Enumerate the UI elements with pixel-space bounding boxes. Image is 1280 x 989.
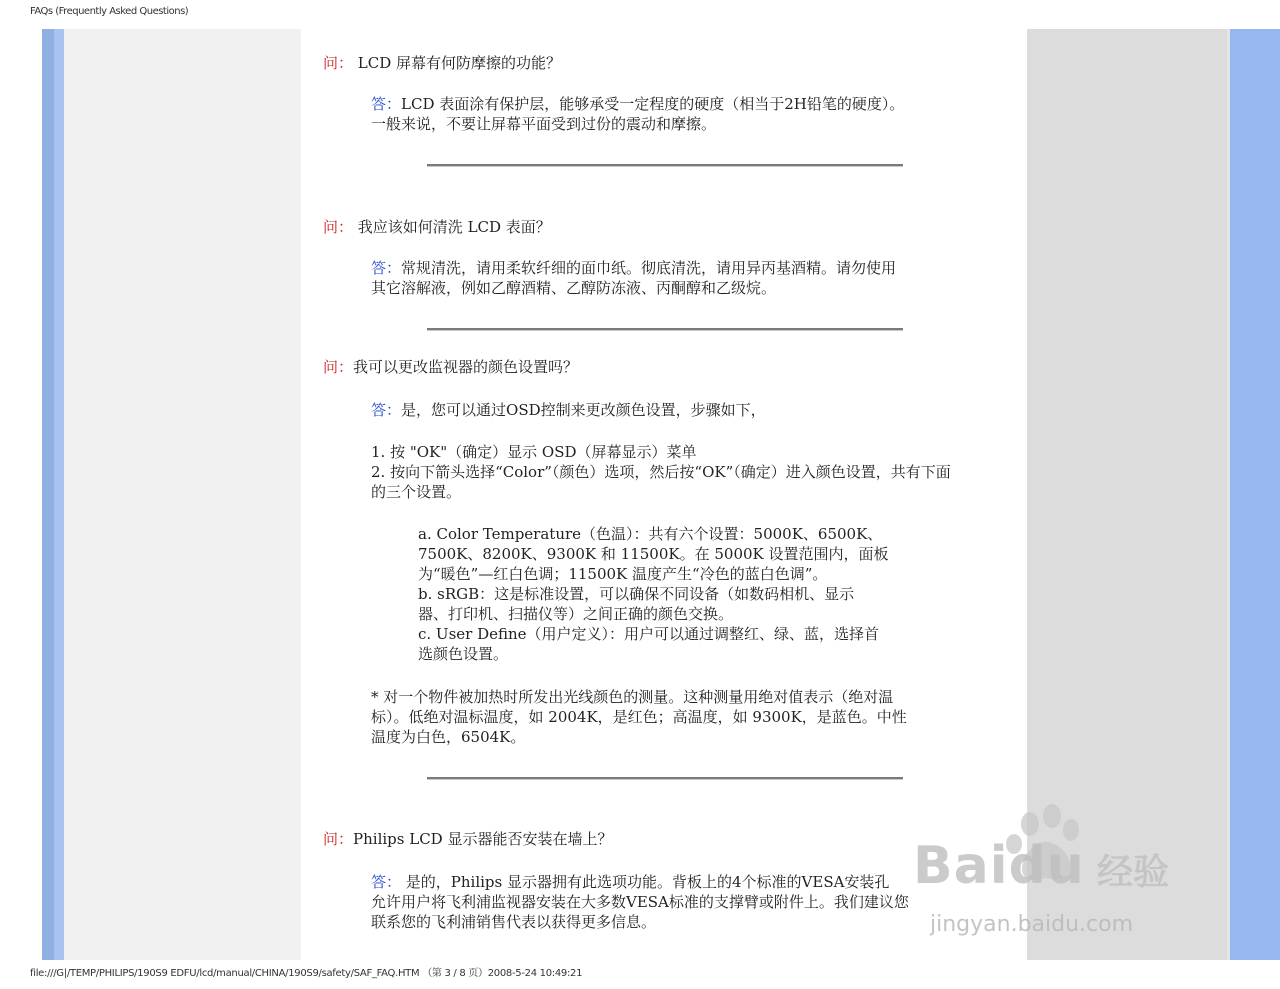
step-line: 的三个设置。	[371, 483, 462, 501]
answer-line: 是，您可以通过OSD控制来更改颜色设置，步骤如下，	[401, 401, 766, 419]
question-text: 我应该如何清洗 LCD 表面？	[357, 218, 551, 236]
answer-1	[371, 94, 904, 134]
question-label: 问：	[323, 54, 354, 72]
option-line: 为“暖色”—红白色调；11500K 温度产生“冷色的蓝白色调”。	[418, 565, 828, 583]
option-line: 选颜色设置。	[418, 645, 509, 663]
answer-label: 答：	[371, 95, 402, 113]
watermark-brand: Baidu	[913, 836, 1085, 896]
answer-3	[371, 400, 766, 420]
answer-line: 其它溶解液，例如乙醇酒精、乙醇防冻液、丙酮醇和乙级烷。	[371, 279, 777, 297]
answer-line: 联系您的飞利浦销售代表以获得更多信息。	[371, 913, 657, 931]
option-line: 器、打印机、扫描仪等）之间正确的颜色交换。	[418, 605, 734, 623]
question-4	[323, 828, 612, 849]
watermark-url: jingyan.baidu.com	[930, 912, 1134, 937]
answer-line: LCD 表面涂有保护层，能够承受一定程度的硬度（相当于2H铅笔的硬度）。	[401, 95, 905, 113]
answer-2	[371, 258, 896, 298]
left-sidebar-panel	[64, 29, 301, 960]
option-line: 7500K、8200K、9300K 和 11500K。在 5000K 设置范围内，面板	[418, 545, 889, 563]
question-label: 问：	[323, 358, 354, 376]
note-line: * 对一个物件被加热时所发出光线颜色的测量。这种测量用绝对值表示（绝对温	[371, 688, 894, 706]
question-label: 问：	[323, 830, 354, 848]
answer-label: 答：	[371, 259, 402, 277]
page-header-title: FAQs (Frequently Asked Questions)	[30, 6, 189, 17]
answer-4	[371, 872, 909, 932]
step-line: 1. 按 "OK"（确定）显示 OSD（屏幕显示）菜单	[371, 443, 697, 461]
note-line: 温度为白色，6504K。	[371, 728, 526, 746]
question-text: LCD 屏幕有何防摩擦的功能？	[357, 54, 562, 72]
color-options	[418, 524, 889, 664]
watermark-cn: 经验	[1097, 852, 1170, 893]
separator	[427, 328, 903, 331]
answer-line: 一般来说，不要让屏幕平面受到过份的震动和摩擦。	[371, 115, 717, 133]
option-line: a. Color Temperature（色温）：共有六个设置：5000K、6500K、	[418, 525, 883, 543]
answer-label: 答：	[371, 873, 402, 891]
answer-label: 答：	[371, 401, 402, 419]
answer-line: 允许用户将飞利浦监视器安装在大多数VESA标准的支撑臂或附件上。我们建议您	[371, 893, 909, 911]
answer-3-steps	[371, 442, 951, 502]
right-sidebar-bar	[1230, 29, 1280, 960]
note-line: 标）。低绝对温标温度，如 2004K，是红色；高温度，如 9300K，是蓝色。中性	[371, 708, 907, 726]
baidu-watermark	[905, 800, 1205, 950]
question-text: 我可以更改监视器的颜色设置吗？	[353, 358, 579, 376]
separator	[427, 164, 903, 167]
left-sidebar-bar	[54, 29, 64, 960]
question-2	[323, 216, 551, 237]
temperature-note	[371, 687, 907, 747]
answer-line: 是的，Philips 显示器拥有此选项功能。背板上的4个标准的VESA安装孔	[401, 873, 890, 891]
answer-line: 常规清洗，请用柔软纤细的面巾纸。彻底清洗，请用异丙基酒精。请勿使用	[401, 259, 897, 277]
page-footer-path: file:///G|/TEMP/PHILIPS/190S9 EDFU/lcd/manual/CHINA/190S9/safety/SAF_FAQ.HTM （第 3 / 8 页）2008-5-24 10:49:21	[30, 968, 583, 979]
option-line: c. User Define（用户定义）：用户可以通过调整红、绿、蓝，选择首	[418, 625, 880, 643]
question-3	[323, 356, 578, 377]
option-line: b. sRGB：这是标准设置，可以确保不同设备（如数码相机、显示	[418, 585, 855, 603]
left-sidebar-stripe	[42, 29, 54, 960]
step-line: 2. 按向下箭头选择“Color”（颜色）选项，然后按“OK”（确定）进入颜色设置，共有下面	[371, 463, 951, 481]
question-label: 问：	[323, 218, 354, 236]
question-text: Philips LCD 显示器能否安装在墙上？	[353, 830, 613, 848]
separator	[427, 777, 903, 780]
question-1	[323, 52, 561, 73]
